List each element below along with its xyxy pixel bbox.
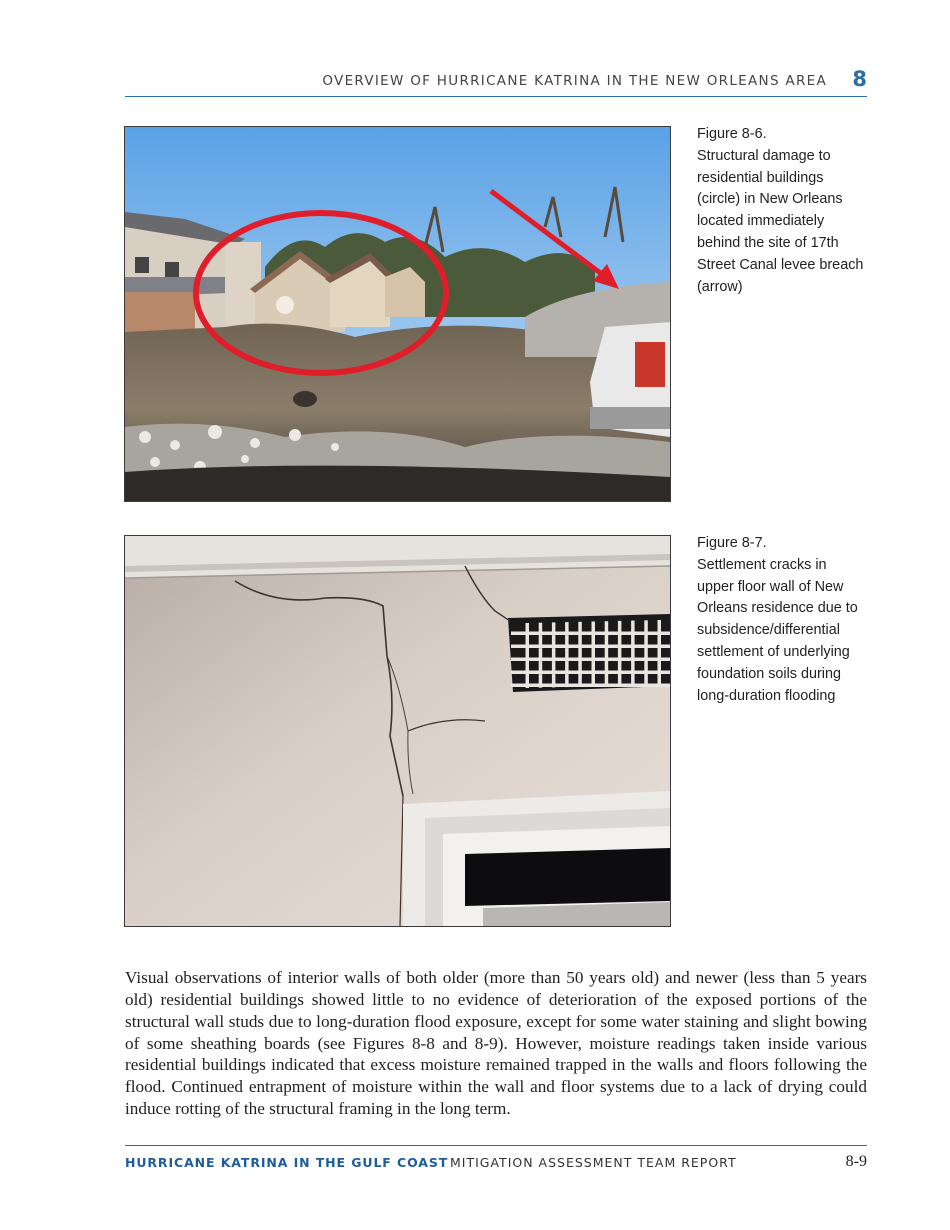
levee-breach-damage-photo bbox=[125, 127, 670, 501]
figure-8-7-photo bbox=[124, 535, 671, 927]
footer-report-title: MITIGATION ASSESSMENT TEAM REPORT bbox=[450, 1155, 737, 1170]
figure-8-7-caption bbox=[697, 533, 872, 707]
caption-line: settlement of underlying bbox=[697, 643, 850, 660]
body-paragraph: Visual observations of interior walls of both older (more than 50 years old) and newer (less than 5 years old) residential buildings showed little to no evidence of deterioration of the exposed portions of the structural wall studs due to long-duration flood exposure, except for some water staining and slight bowing of some sheathing boards (see Figures 8-8 and 8-9). However, moisture readings taken inside various residential buildings indicated that excess moisture remained trapped in the walls and floors following the flood. Continued entrapment of moisture within the wall and floor systems due to a lack of drying could induce rotting of the structural framing in the long term. bbox=[125, 968, 867, 1118]
caption-line: upper floor wall of New bbox=[697, 578, 844, 595]
caption-line: Street Canal levee breach bbox=[697, 256, 864, 273]
figure-label: Figure 8-7. bbox=[697, 535, 767, 551]
page-number: 8-9 bbox=[845, 1153, 867, 1170]
figure-label: Figure 8-6. bbox=[697, 126, 767, 142]
running-footer bbox=[125, 1145, 867, 1170]
caption-line: (arrow) bbox=[697, 278, 743, 295]
caption-line: residential buildings bbox=[697, 169, 824, 186]
running-header bbox=[125, 66, 867, 97]
caption-line: Orleans residence due to bbox=[697, 600, 858, 617]
air-vent-grille bbox=[508, 614, 670, 692]
caption-line: foundation soils during bbox=[697, 665, 842, 682]
footer-publication-title: HURRICANE KATRINA IN THE GULF COAST bbox=[125, 1155, 449, 1170]
caption-line: Structural damage to bbox=[697, 147, 831, 164]
caption-line: long-duration flooding bbox=[697, 687, 836, 704]
chapter-number: 8 bbox=[852, 67, 867, 91]
caption-line: behind the site of 17th bbox=[697, 234, 839, 251]
figure-8-6-photo bbox=[124, 126, 671, 502]
caption-line: (circle) in New Orleans bbox=[697, 191, 843, 208]
settlement-crack-wall-photo bbox=[125, 536, 670, 926]
caption-line: Settlement cracks in bbox=[697, 556, 827, 573]
figure-8-6-caption bbox=[697, 124, 872, 298]
caption-line: located immediately bbox=[697, 213, 825, 230]
caption-line: subsidence/differential bbox=[697, 622, 840, 639]
header-title: OVERVIEW OF HURRICANE KATRINA IN THE NEW ORLEANS AREA bbox=[322, 73, 827, 89]
